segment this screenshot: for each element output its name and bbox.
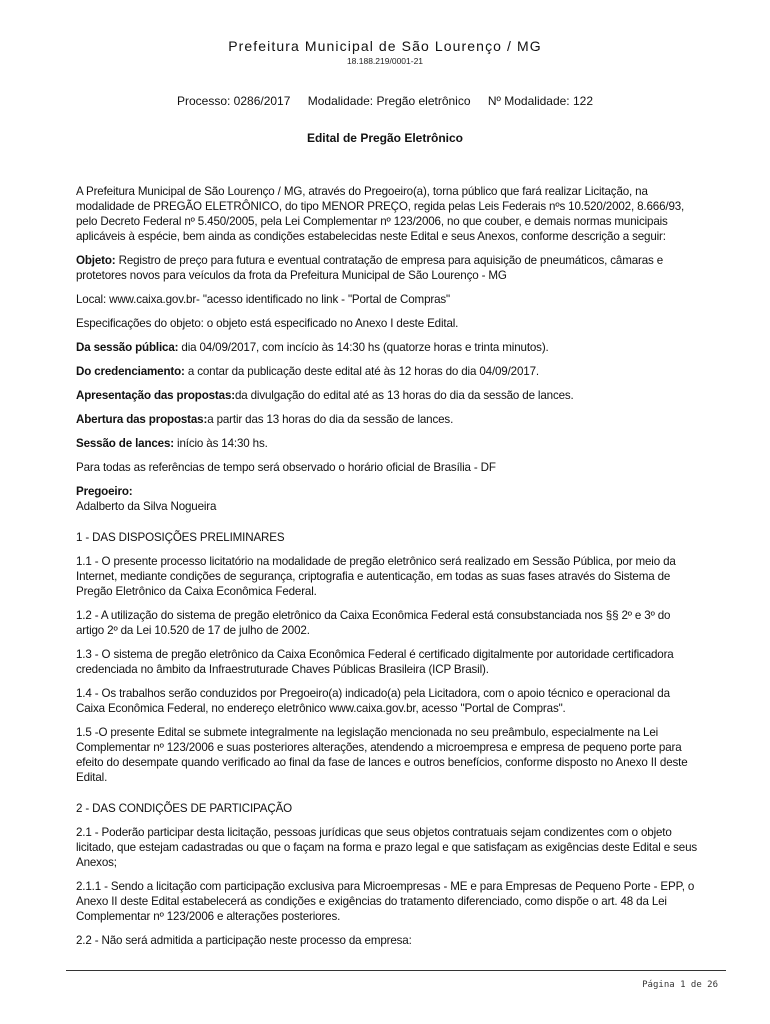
footer-divider [66,970,726,971]
objeto-label: Objeto: [76,254,116,267]
section-2-heading: 2 - DAS CONDIÇÕES DE PARTICIPAÇÃO [76,802,293,815]
apresentacao-text: da divulgação do edital até as 13 horas do dia da sessão de lances. [234,389,574,402]
section-1-heading: 1 - DAS DISPOSIÇÕES PRELIMINARES [76,531,285,544]
sessao-paragraph [76,340,698,355]
abertura-text: a partir das 13 horas do dia da sessão de lances. [207,413,454,426]
credenciamento-label: Do credenciamento: [76,365,185,378]
document-body [76,184,698,957]
page-number: Página 1 de 26 [642,980,718,990]
sessao-text: dia 04/09/2017, com incício às 14:30 hs (quatorze horas e trinta minutos). [178,341,549,354]
pregoeiro-label-line [76,484,698,499]
lances-label: Sessão de lances: [76,437,174,450]
objeto-paragraph [76,253,698,283]
paragraph-2-1-1: 2.1.1 - Sendo a licitação com participação exclusiva para Microempresas - ME e para Empresas de Pequeno Porte - EPP, o Anexo II deste Edital estabelecerá as condições e exigências do tratamento diferenciado, como dispõe o art. 48 da Lei Complementar nº 123/2006 e alterações posteriores. [76,880,695,923]
process-modality: Modalidade: Pregão eletrônico [307,94,471,108]
header-cnpj: 18.188.219/0001-21 [346,56,424,66]
paragraph-1-2: 1.2 - A utilização do sistema de pregão eletrônico da Caixa Econômica Federal está consubstanciada nos §§ 2º e 3º do artigo 2º da Lei 10.520 de 17 de julho de 2002. [76,609,671,637]
process-modality-number: Nº Modalidade: 122 [487,94,593,108]
intro-paragraph: A Prefeitura Municipal de São Lourenço / MG, através do Pregoeiro(a), torna público que fará realizar Licitação, na modalidade de PREGÃO ELETRÔNICO, do tipo MENOR PREÇO, regida pelas Leis Federais nºs 10.520/2002, 8.666/93, pelo Decreto Federal nº 5.450/2005, pela Lei Complementar nº 123/2006, no que couber, e demais normas municipais aplicáveis à espécie, bem ainda as condições estabelecidas neste Edital e seus Anexos, conforme descrição a seguir: [76,185,685,243]
abertura-label: Abertura das propostas: [76,413,208,426]
credenciamento-paragraph [76,364,698,379]
lances-paragraph [76,436,698,451]
process-number: Processo: 0286/2017 [176,94,291,108]
paragraph-1-1: 1.1 - O presente processo licitatório na modalidade de pregão eletrônico será realizado em Sessão Pública, por meio da Internet, mediante condições de segurança, criptografia e autenticação, em todas as suas fases através do Sistema de Pregão Eletrônico da Caixa Econômica Federal. [76,555,676,598]
especificacoes-paragraph: Especificações do objeto: o objeto está especificado no Anexo I deste Edital. [76,317,459,330]
pregoeiro-name: Adalberto da Silva Nogueira [76,500,217,513]
objeto-text: Registro de preço para futura e eventual contratação de empresa para aquisição de pneumáticos, câmaras e protetores novos para veículos da frota da Prefeitura Municipal de São Lourenço - MG [76,254,664,282]
lances-text: início às 14:30 hs. [173,437,268,450]
abertura-paragraph [76,412,698,427]
credenciamento-text: a contar da publicação deste edital até às 12 horas do dia 04/09/2017. [184,365,539,378]
document-title: Edital de Pregão Eletrônico [306,131,464,145]
apresentacao-label: Apresentação das propostas: [76,389,235,402]
paragraph-1-3: 1.3 - O sistema de pregão eletrônico da Caixa Econômica Federal é certificado digitalmente por autoridade certificadora credenciada no âmbito da Infraestruturade Chaves Públicas Brasileira (ICP Brasil). [76,648,674,676]
paragraph-2-1: 2.1 - Poderão participar desta licitação, pessoas jurídicas que seus objetos contratuais sejam condizentes com o objeto licitado, que estejam cadastradas ou que o façam na forma e prazo legal e que satisfaçam as exigências deste Edital e seus Anexos; [76,826,698,869]
paragraph-1-4: 1.4 - Os trabalhos serão conduzidos por Pregoeiro(a) indicado(a) pela Licitadora, com o apoio técnico e operacional da Caixa Econômica Federal, no endereço eletrônico www.caixa.gov.br, acesso "Portal de Compras". [76,687,670,715]
header-title: Prefeitura Municipal de São Lourenço / MG [228,38,542,54]
process-info-line [0,94,770,108]
paragraph-2-2: 2.2 - Não será admitida a participação neste processo da empresa: [76,934,412,947]
paragraph-1-5: 1.5 -O presente Edital se submete integralmente na legislação mencionada no seu preâmbulo, especialmente na Lei Complementar nº 123/2006 e suas posteriores alterações, atendendo a microempresa e empresa de pequeno porte para efeito do desempate quando verificado ao final da fase de lances e outros benefícios, conforme disposto no Anexo II deste Edital. [76,726,688,784]
sessao-label: Da sessão pública: [76,341,179,354]
referencias-paragraph: Para todas as referências de tempo será observado o horário oficial de Brasília - DF [76,461,496,474]
apresentacao-paragraph [76,388,698,403]
pregoeiro-label: Pregoeiro: [76,485,133,498]
local-paragraph: Local: www.caixa.gov.br- "acesso identificado no link - "Portal de Compras" [76,293,450,306]
